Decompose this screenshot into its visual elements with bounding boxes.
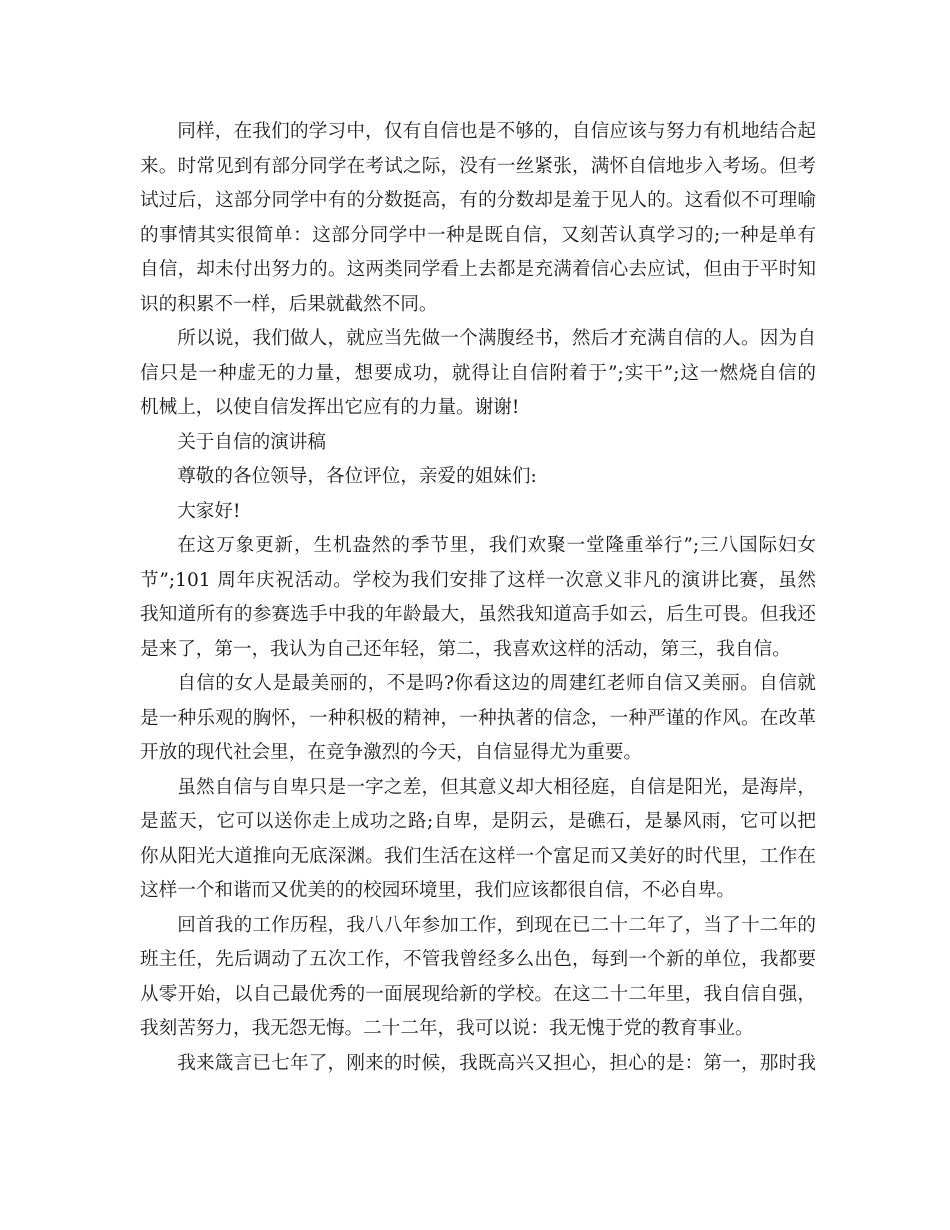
greeting	[140, 495, 816, 530]
text-line: 我来箴言已七年了，刚来的时候，我既高兴又担心，担心的是：第一，那时我	[177, 1052, 816, 1074]
paragraph-4	[140, 667, 816, 771]
text-line: 这样一个和谐而又优美的的校园环境里，我们应该都很自信，不必自卑。	[140, 880, 736, 901]
text-line: 自信，却未付出努力的。这两类同学看上去都是充满着信心去应试，但由于平时知	[140, 259, 816, 280]
text-line: 来。时常见到有部分同学在考试之际，没有一丝紧张，满怀自信地步入考场。但考	[140, 155, 816, 177]
text-line: 我刻苦努力，我无怨无悔。二十二年，我可以说：我无愧于党的教育事业。	[140, 1018, 754, 1039]
text-line: 自信的女人是最美丽的，不是吗?你看这边的周建红老师自信又美丽。自信就	[177, 673, 816, 694]
text-line: 我知道所有的参赛选手中我的年龄最大，虽然我知道高手如云，后生可畏。但我还	[140, 604, 816, 625]
text-line: 是蓝天，它可以送你走上成功之路;自卑，是阴云，是礁石，是暴风雨，它可以把	[140, 811, 816, 832]
text-line: 识的积累不一样，后果就截然不同。	[140, 293, 438, 315]
text-line: 试过后，这部分同学中有的分数挺高，有的分数却是羞于见人的。这看似不可理喻	[140, 190, 816, 211]
text-line: 同样，在我们的学习中，仅有自信也是不够的，自信应该与努力有机地结合起	[177, 121, 816, 142]
text-line: 大家好!	[177, 500, 241, 522]
paragraph-1	[140, 115, 816, 322]
text-line: 节”;101 周年庆祝活动。学校为我们安排了这样一次意义非凡的演讲比赛，虽然	[140, 569, 816, 591]
paragraph-2	[140, 322, 816, 426]
paragraph-7	[140, 1047, 816, 1082]
text-line: 班主任，先后调动了五次工作，不管我曾经多么出色，每到一个新的单位，我都要	[140, 949, 816, 970]
text-line: 信只是一种虚无的力量，想要成功，就得让自信附着于”;实干”;这一燃烧自信的	[140, 362, 816, 384]
text-line: 尊敬的各位领导，各位评位，亲爱的姐妹们:	[177, 466, 537, 487]
paragraph-5	[140, 771, 816, 909]
text-line: 是来了，第一，我认为自己还年轻，第二，我喜欢这样的活动，第三，我自信。	[140, 638, 791, 660]
text-line: 你从阳光大道推向无底深渊。我们生活在这样一个富足而又美好的时代里，工作在	[140, 845, 816, 867]
text-line: 关于自信的演讲稿	[177, 431, 326, 453]
text-line: 是一种乐观的胸怀，一种积极的精神，一种执著的信念，一种严谨的作风。在改革	[140, 707, 816, 729]
speech-title	[140, 426, 816, 461]
text-line: 机械上，以使自信发挥出它应有的力量。谢谢!	[140, 397, 520, 418]
text-line: 所以说，我们做人，就应当先做一个满腹经书，然后才充满自信的人。因为自	[177, 328, 816, 349]
text-line: 从零开始，以自己最优秀的一面展现给新的学校。在这二十二年里，我自信自强，	[140, 983, 816, 1005]
text-line: 回首我的工作历程，我八八年参加工作，到现在已二十二年了，当了十二年的	[177, 914, 816, 936]
text-line: 开放的现代社会里，在竞争激烈的今天，自信显得尤为重要。	[140, 742, 643, 763]
paragraph-3	[140, 529, 816, 667]
text-line: 在这万象更新，生机盎然的季节里，我们欢聚一堂隆重举行”;三八国际妇女	[177, 535, 816, 556]
document-body	[140, 115, 816, 1081]
paragraph-6	[140, 909, 816, 1047]
salutation	[140, 460, 816, 495]
text-line: 虽然自信与自卑只是一字之差，但其意义却大相径庭，自信是阳光，是海岸，	[177, 776, 816, 798]
text-line: 的事情其实很简单：这部分同学中一种是既自信，又刻苦认真学习的;一种是单有	[140, 224, 816, 246]
